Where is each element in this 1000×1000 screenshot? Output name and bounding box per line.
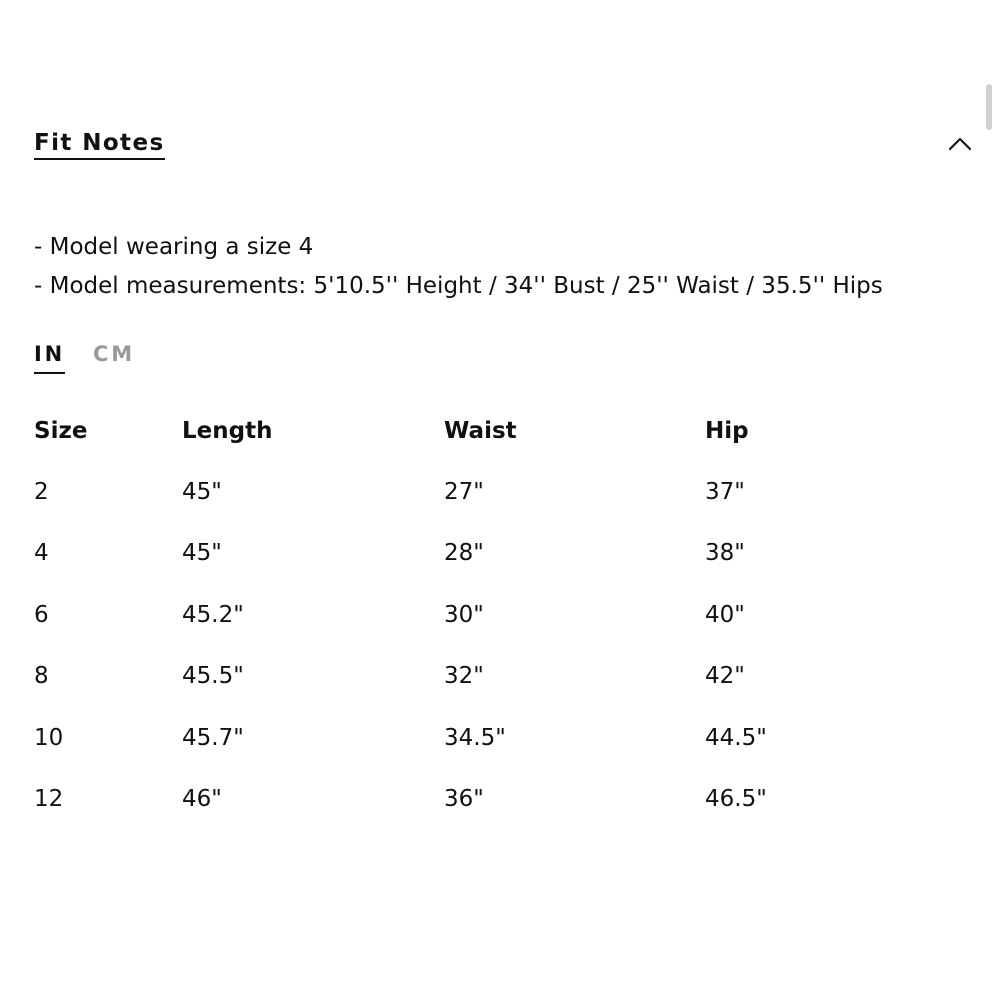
chevron-up-icon[interactable] (946, 130, 974, 158)
cell-hip: 44.5" (705, 724, 767, 751)
cell-hip: 46.5" (705, 786, 767, 813)
cell-size: 12 (34, 786, 64, 813)
cell-waist: 36" (444, 786, 484, 813)
cell-size: 4 (34, 540, 49, 567)
cell-hip: 38" (705, 540, 745, 567)
table-row (34, 523, 925, 584)
cell-length: 45" (182, 540, 222, 567)
column-header-waist: Waist (444, 417, 517, 444)
fit-notes-title: Fit Notes (34, 130, 165, 160)
size-chart-table (34, 400, 925, 830)
column-header-length: Length (182, 417, 273, 444)
fit-notes-header[interactable] (34, 126, 974, 166)
unit-tab-cm[interactable]: CM (93, 342, 135, 366)
unit-tab-in[interactable]: IN (34, 340, 65, 374)
table-row (34, 707, 925, 768)
fit-notes-list (34, 228, 883, 306)
cell-hip: 42" (705, 663, 745, 690)
table-row (34, 646, 925, 707)
table-row (34, 584, 925, 645)
column-header-size: Size (34, 417, 88, 444)
table-row (34, 768, 925, 829)
cell-waist: 28" (444, 540, 484, 567)
cell-size: 2 (34, 479, 49, 506)
scrollbar-thumb[interactable] (986, 84, 992, 130)
cell-length: 45.7" (182, 724, 244, 751)
cell-waist: 30" (444, 601, 484, 628)
table-header-row (34, 400, 925, 461)
cell-length: 45" (182, 479, 222, 506)
cell-size: 6 (34, 601, 49, 628)
fit-note-model-measurements: - Model measurements: 5'10.5'' Height / 34'' Bust / 25'' Waist / 35.5'' Hips (34, 273, 883, 299)
column-header-hip: Hip (705, 417, 749, 444)
cell-length: 45.2" (182, 601, 244, 628)
cell-waist: 34.5" (444, 724, 506, 751)
cell-hip: 37" (705, 479, 745, 506)
cell-hip: 40" (705, 601, 745, 628)
cell-size: 10 (34, 724, 64, 751)
cell-waist: 27" (444, 479, 484, 506)
cell-size: 8 (34, 663, 49, 690)
fit-note-model-size: - Model wearing a size 4 (34, 234, 314, 260)
cell-length: 46" (182, 786, 222, 813)
table-row (34, 461, 925, 522)
cell-waist: 32" (444, 663, 484, 690)
cell-length: 45.5" (182, 663, 244, 690)
